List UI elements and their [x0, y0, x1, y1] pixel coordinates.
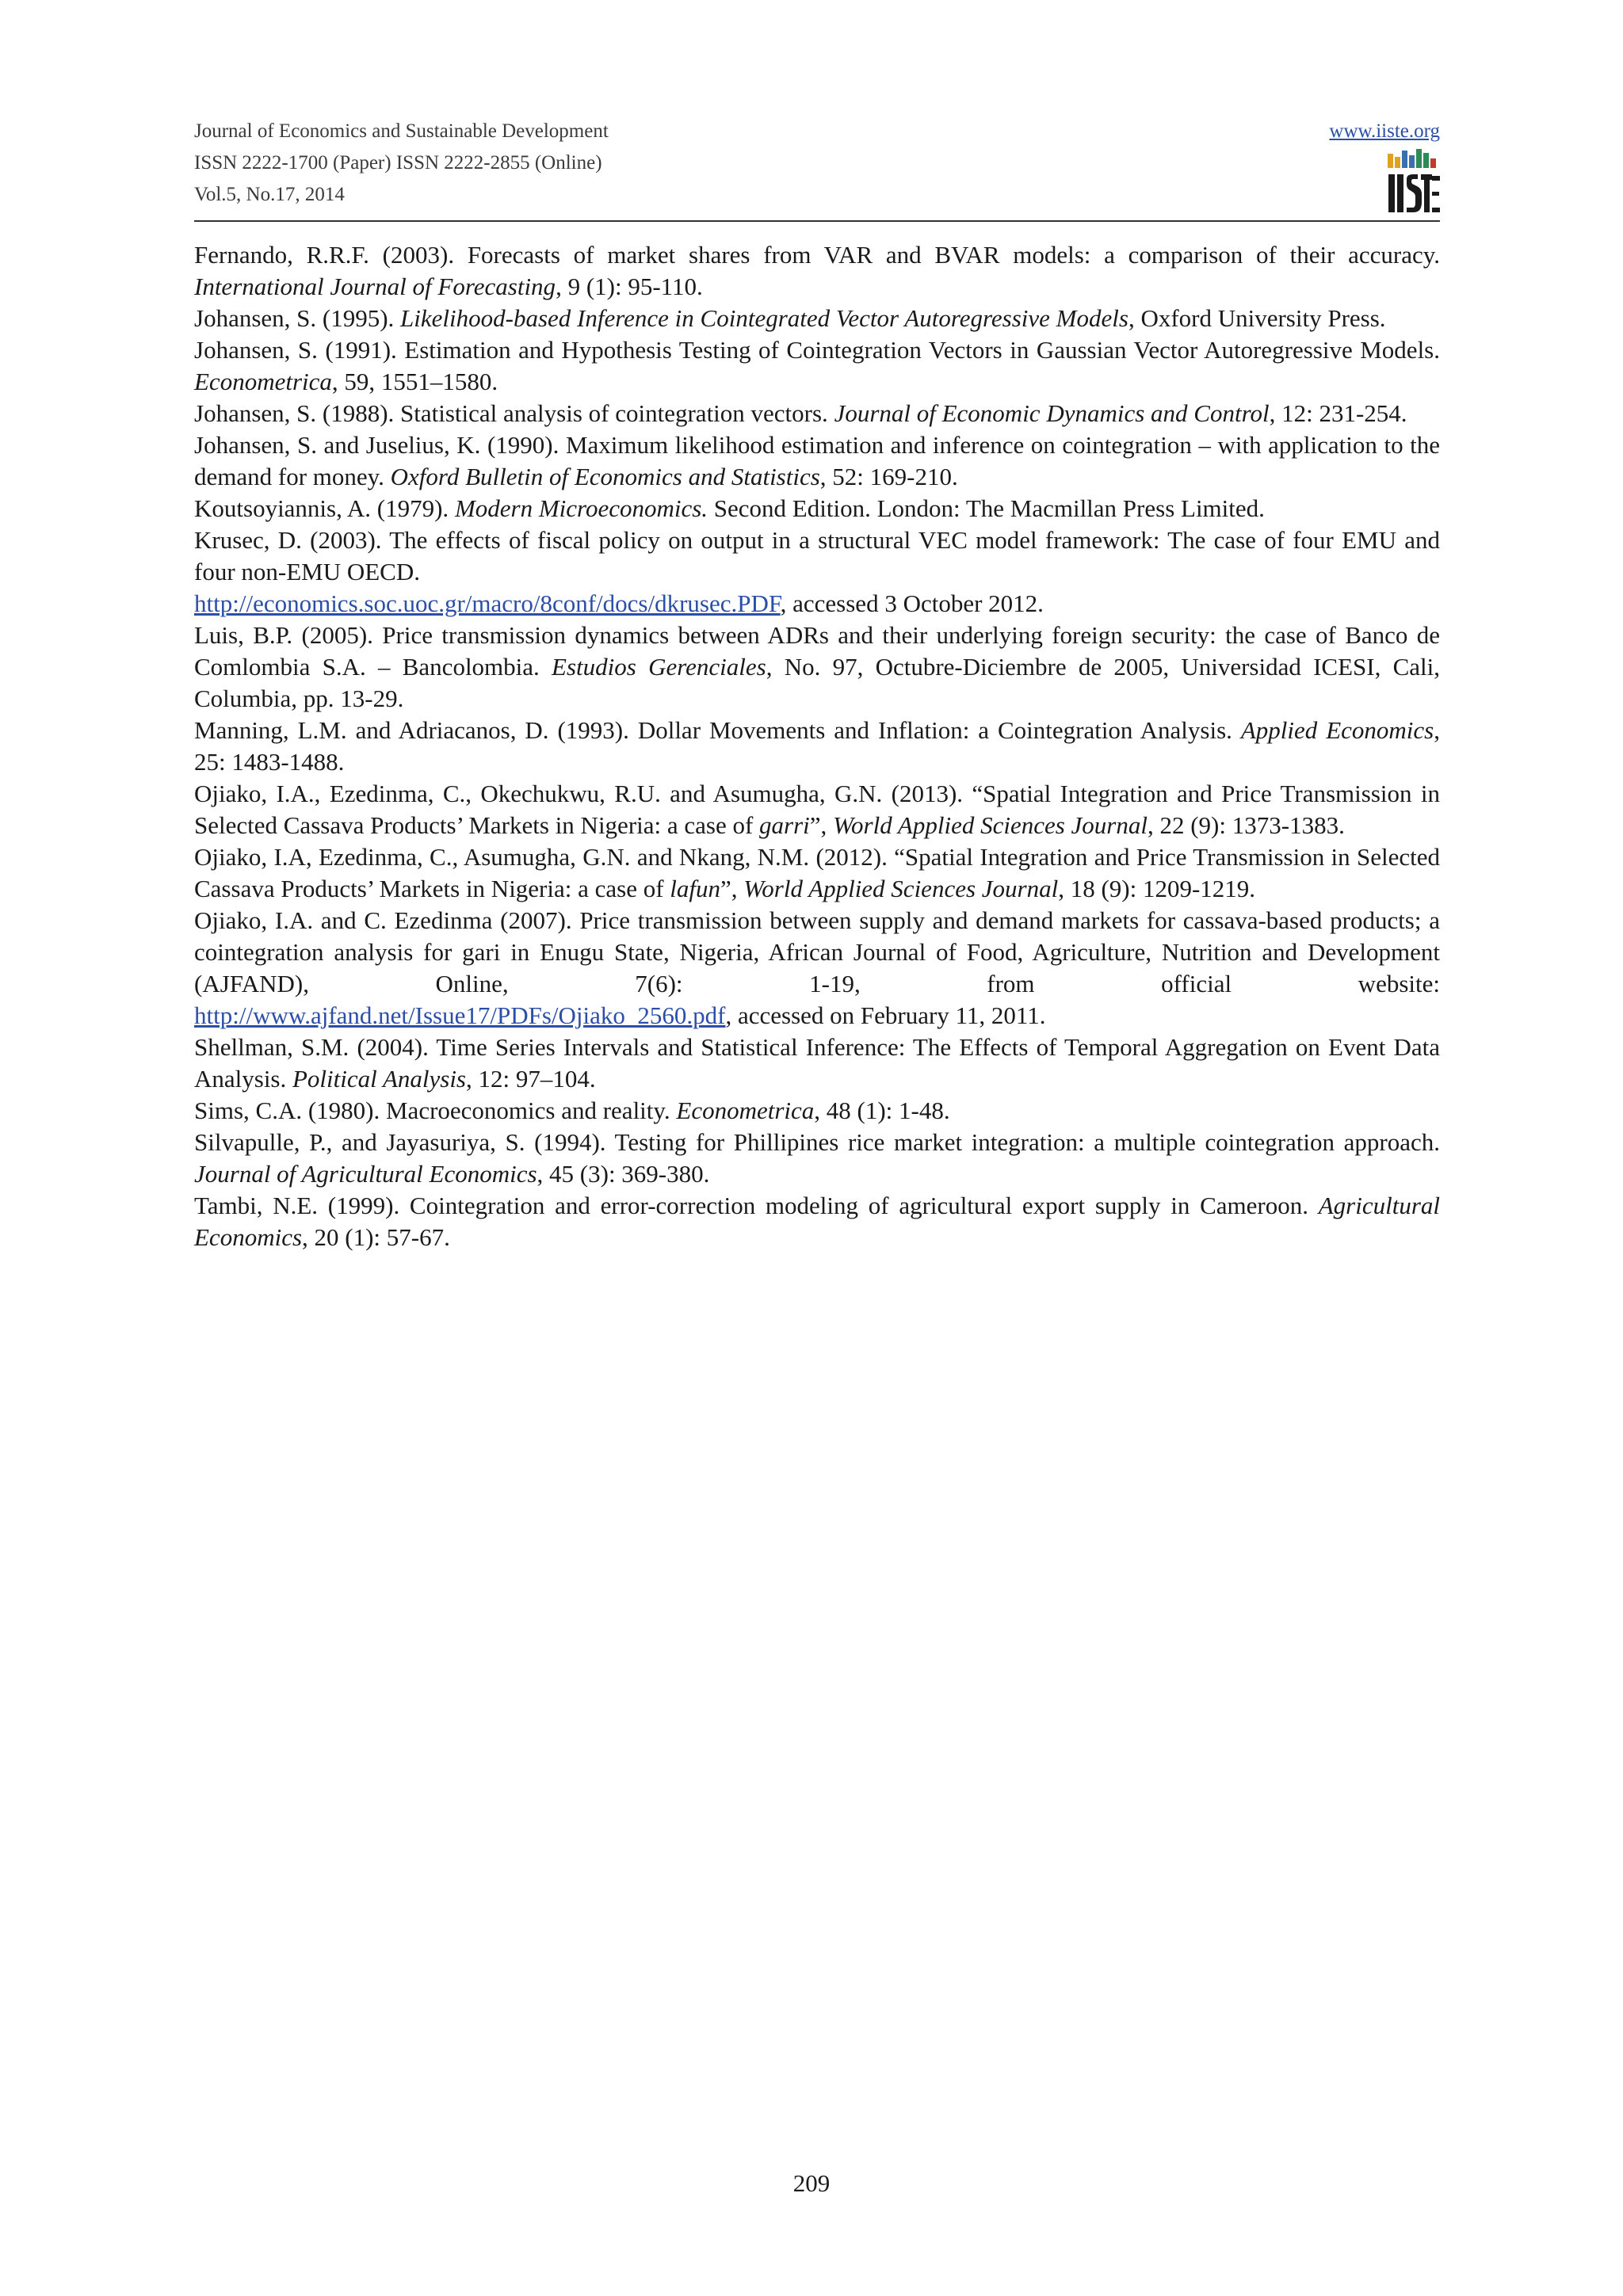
reference-item-continued: http://www.ajfand.net/Issue17/PDFs/Ojiako_2560.pdf, accessed on February 11, 2011. [194, 1001, 1046, 1029]
reference-url-link[interactable]: http://economics.soc.uoc.gr/macro/8conf/docs/dkrusec.PDF [194, 589, 781, 617]
journal-issn: ISSN 2222-1700 (Paper) ISSN 2222-2855 (Online) [194, 152, 602, 174]
reference-item: Johansen, S. and Juselius, K. (1990). Maximum likelihood estimation and inference on cointegration – with application to the demand for money. Oxford Bulletin of Economics and Statistics, 52: 169-210. [194, 431, 1440, 490]
reference-list [194, 239, 1440, 1253]
page-number: 209 [792, 2169, 831, 2197]
header-divider [194, 220, 1440, 222]
reference-item: Johansen, S. (1991). Estimation and Hypothesis Testing of Cointegration Vectors in Gaussian Vector Autoregressive Models. Econometrica, 59, 1551–1580. [194, 336, 1440, 395]
reference-item: Fernando, R.R.F. (2003). Forecasts of market shares from VAR and BVAR models: a comparison of their accuracy. International Journal of Forecasting, 9 (1): 95-110. [194, 241, 1440, 300]
journal-info [194, 116, 609, 211]
page-header [194, 116, 1440, 220]
reference-item: Johansen, S. (1995). Likelihood-based Inference in Cointegrated Vector Autoregressive Models, Oxford University Press. [194, 304, 1386, 332]
reference-item: Ojiako, I.A., Ezedinma, C., Okechukwu, R.U. and Asumugha, G.N. (2013). “Spatial Integration and Price Transmission in Selected Cassava Products’ Markets in Nigeria: a case of garri”, World Applied Sciences Journal, 22 (9): 1373-1383. [194, 780, 1440, 839]
journal-volume: Vol.5, No.17, 2014 [194, 184, 345, 205]
reference-item: Manning, L.M. and Adriacanos, D. (1993). Dollar Movements and Inflation: a Cointegration Analysis. Applied Economics, 25: 1483-1488. [194, 716, 1440, 776]
reference-item: Johansen, S. (1988). Statistical analysis of cointegration vectors. Journal of Economic Dynamics and Control, 12: 231-254. [194, 399, 1407, 427]
iiste-logo-icon [1388, 149, 1440, 215]
reference-item: Silvapulle, P., and Jayasuriya, S. (1994). Testing for Phillipines rice market integration: a multiple cointegration approach. Journal of Agricultural Economics, 45 (3): 369-380. [194, 1128, 1440, 1188]
reference-item: Ojiako, I.A, Ezedinma, C., Asumugha, G.N. and Nkang, N.M. (2012). “Spatial Integration and Price Transmission in Selected Cassava Products’ Markets in Nigeria: a case of lafun”, World Applied Sciences Journal, 18 (9): 1209-1219. [194, 843, 1440, 902]
reference-url-link[interactable]: http://www.ajfand.net/Issue17/PDFs/Ojiako_2560.pdf [194, 1001, 726, 1029]
reference-item: Sims, C.A. (1980). Macroeconomics and reality. Econometrica, 48 (1): 1-48. [194, 1097, 950, 1124]
reference-item: Tambi, N.E. (1999). Cointegration and error-correction modeling of agricultural export supply in Cameroon. Agricultural Economics, 20 (1): 57-67. [194, 1192, 1440, 1251]
site-link[interactable]: www.iiste.org [1329, 120, 1440, 142]
reference-item: Koutsoyiannis, A. (1979). Modern Microeconomics. Second Edition. London: The Macmillan Press Limited. [194, 494, 1265, 522]
reference-item: Krusec, D. (2003). The effects of fiscal policy on output in a structural VEC model framework: The case of four EMU and four non-EMU OECD. http://economics.soc.uoc.gr/macro/8conf/docs/dkrusec.PDF, accessed 3 October 2012. [194, 526, 1440, 617]
reference-item: Ojiako, I.A. and C. Ezedinma (2007). Price transmission between supply and demand markets for cassava-based products; a cointegration analysis for gari in Enugu State, Nigeria, African Journal of Food, Agriculture, Nutrition and Development (AJFAND), Online, 7(6): 1-19, from official website: [194, 906, 1440, 997]
journal-title: Journal of Economics and Sustainable Development [194, 120, 609, 142]
reference-item: Shellman, S.M. (2004). Time Series Intervals and Statistical Inference: The Effects of Temporal Aggregation on Event Data Analysis. Political Analysis, 12: 97–104. [194, 1033, 1440, 1093]
reference-item: Luis, B.P. (2005). Price transmission dynamics between ADRs and their underlying foreign security: the case of Banco de Comlombia S.A. – Bancolombia. Estudios Gerenciales, No. 97, Octubre-Diciembre de 2005, Universidad ICESI, Cali, Columbia, pp. 13-29. [194, 621, 1440, 712]
